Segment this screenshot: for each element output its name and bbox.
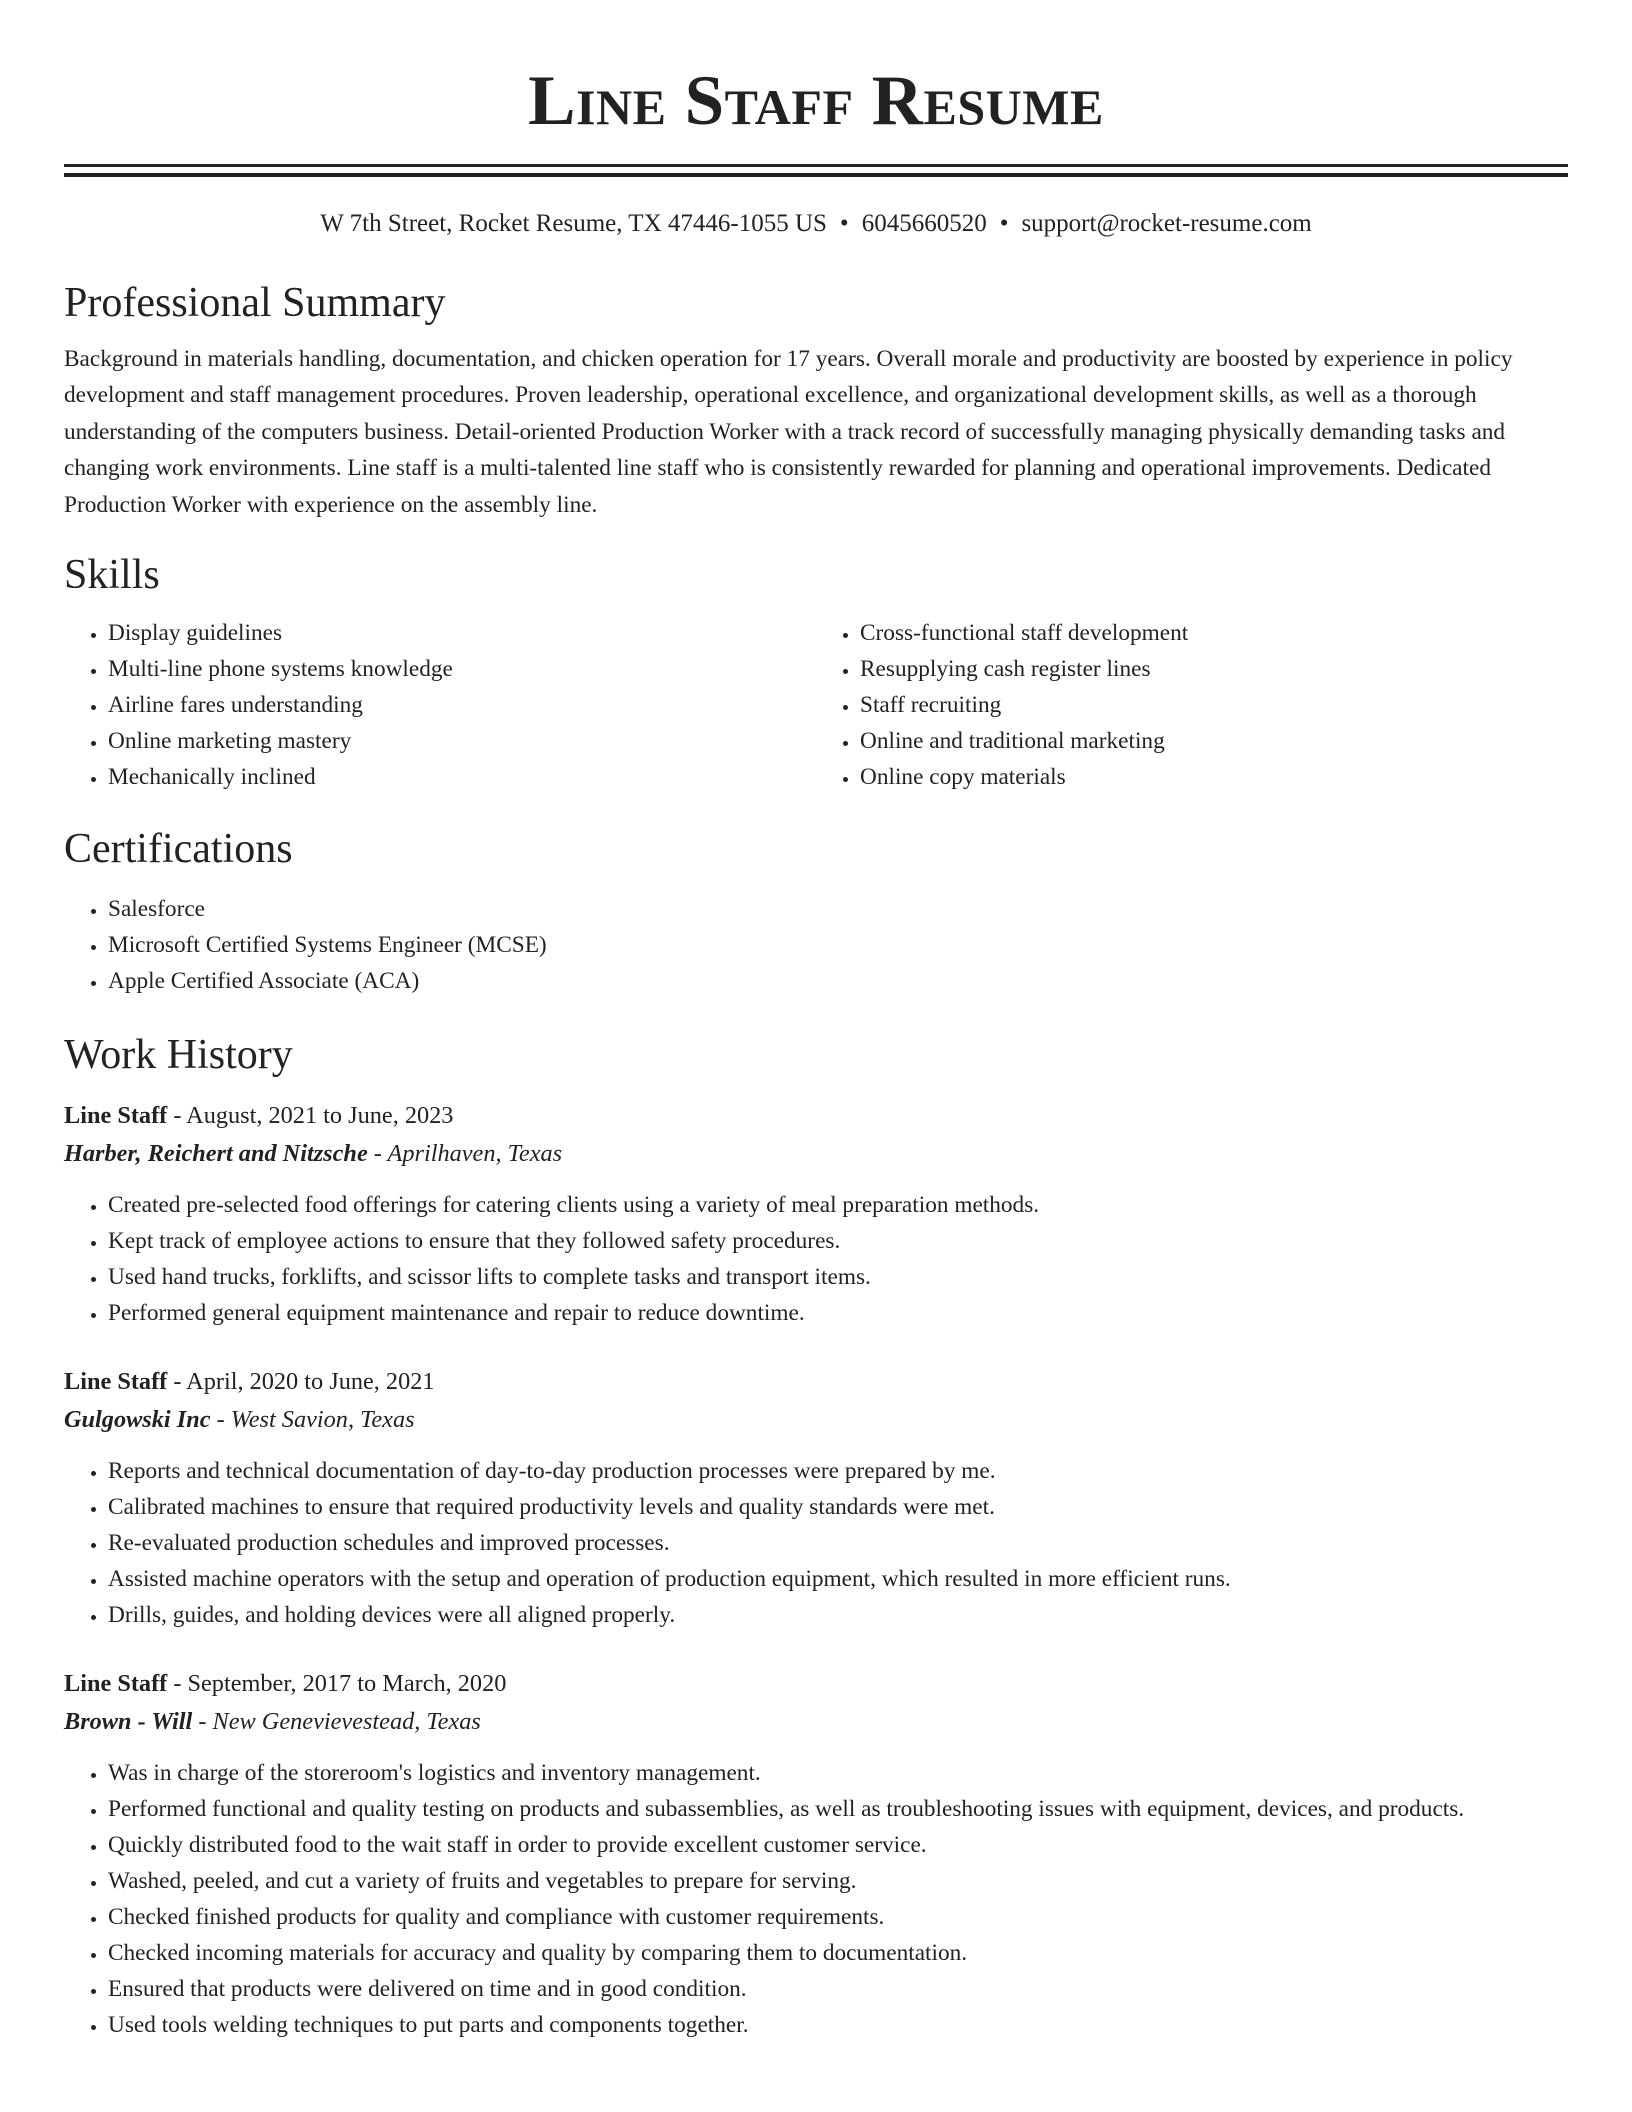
job-bullets [64,1187,1568,1331]
skill-item: • Online copy materials [860,759,1568,795]
job-entry [64,1665,1568,2043]
resume-title: Line Staff Resume [528,62,1104,140]
job-bullet: • Created pre-selected food offerings for catering clients using a variety of meal preparation methods. [108,1187,1568,1223]
job-bullet: • Assisted machine operators with the setup and operation of production equipment, which resulted in more efficient runs. [108,1561,1568,1597]
job-title-line [64,1363,1568,1401]
certification-item: • Microsoft Certified Systems Engineer (MCSE) [108,927,1568,963]
job-company-line [64,1135,1568,1173]
skill-item: • Display guidelines [108,615,816,651]
summary-text: Background in materials handling, documentation, and chicken operation for 17 years. Overall morale and productivity are boosted by experience in policy development and staff management procedures. Proven leadership, operational excellence, and organizational development skills, as well as a thorough understanding of the computers business. Detail-oriented Production Worker with a track record of successfully managing physically demanding tasks and changing work environments. Line staff is a multi-talented line staff who is consistently rewarded for planning and operational improvements. Dedicated Production Worker with experience on the assembly line. [64,346,1513,518]
job-bullet: • Ensured that products were delivered on time and in good condition. [108,1971,1568,2007]
skill-item: • Resupplying cash register lines [860,651,1568,687]
job-title: Line Staff [64,1670,168,1698]
skills-heading: Skills [64,552,160,599]
job-company-line [64,1401,1568,1439]
job-bullet: • Drills, guides, and holding devices were all aligned properly. [108,1597,1568,1633]
job-bullet: • Was in charge of the storeroom's logistics and inventory management. [108,1755,1568,1791]
job-dates: - September, 2017 to March, 2020 [167,1670,507,1698]
job-company: Harber, Reichert and Nitzsche [64,1140,368,1168]
work-history-heading: Work History [64,1032,293,1079]
skill-item: • Multi-line phone systems knowledge [108,651,816,687]
job-bullet: • Washed, peeled, and cut a variety of fruits and vegetables to prepare for serving. [108,1863,1568,1899]
skill-item: • Mechanically inclined [108,759,816,795]
certifications-list [64,891,1568,999]
job-bullet: • Used hand trucks, forklifts, and scissor lifts to complete tasks and transport items. [108,1259,1568,1295]
job-entry [64,1363,1568,1633]
title-rule-bottom [64,173,1568,177]
skills-list-right [816,615,1568,795]
job-entry [64,1097,1568,1331]
certification-item: • Salesforce [108,891,1568,927]
job-bullet: • Checked incoming materials for accuracy and quality by comparing them to documentation. [108,1935,1568,1971]
certification-item: • Apple Certified Associate (ACA) [108,963,1568,999]
job-title: Line Staff [64,1102,168,1130]
job-title-line [64,1665,1568,1703]
skills-list-left [64,615,816,795]
job-bullet: • Performed general equipment maintenance and repair to reduce downtime. [108,1295,1568,1331]
job-location: - Aprilhaven, Texas [367,1140,563,1168]
job-title-line [64,1097,1568,1135]
job-bullet: • Reports and technical documentation of day-to-day production processes were prepared by me. [108,1453,1568,1489]
job-company: Gulgowski Inc [64,1406,211,1434]
job-bullet: • Re-evaluated production schedules and improved processes. [108,1525,1568,1561]
skill-item: • Online and traditional marketing [860,723,1568,759]
contact-line [64,207,1568,241]
job-title: Line Staff [64,1368,168,1396]
summary-heading: Professional Summary [64,280,446,326]
job-bullet: • Calibrated machines to ensure that required productivity levels and quality standards were met. [108,1489,1568,1525]
skill-item: • Cross-functional staff development [860,615,1568,651]
job-bullet: • Kept track of employee actions to ensure that they followed safety procedures. [108,1223,1568,1259]
job-bullet: • Checked finished products for quality and compliance with customer requirements. [108,1899,1568,1935]
contact-address: W 7th Street, Rocket Resume, TX 47446-1055 US [320,210,827,237]
job-location: - New Genevievestead, Texas [192,1708,481,1736]
job-dates: - April, 2020 to June, 2021 [167,1368,435,1396]
contact-separator: • [999,210,1009,237]
title-rule-top [64,164,1568,167]
skill-item: • Online marketing mastery [108,723,816,759]
job-bullet: • Quickly distributed food to the wait staff in order to provide excellent customer service. [108,1827,1568,1863]
certifications-heading: Certifications [64,826,293,873]
job-dates: - August, 2021 to June, 2023 [167,1102,454,1130]
contact-separator: • [839,210,849,237]
contact-email: support@rocket-resume.com [1021,210,1312,237]
job-company: Brown - Will [64,1708,193,1736]
job-bullets [64,1453,1568,1633]
job-bullet: • Used tools welding techniques to put parts and components together. [108,2007,1568,2043]
skill-item: • Airline fares understanding [108,687,816,723]
job-bullets [64,1755,1568,2043]
skills-columns [64,615,1568,795]
contact-phone: 6045660520 [861,210,987,237]
job-location: - West Savion, Texas [210,1406,415,1434]
skill-item: • Staff recruiting [860,687,1568,723]
job-company-line [64,1703,1568,1741]
job-bullet: • Performed functional and quality testing on products and subassemblies, as well as troubleshooting issues with equipment, devices, and products. [108,1791,1568,1827]
